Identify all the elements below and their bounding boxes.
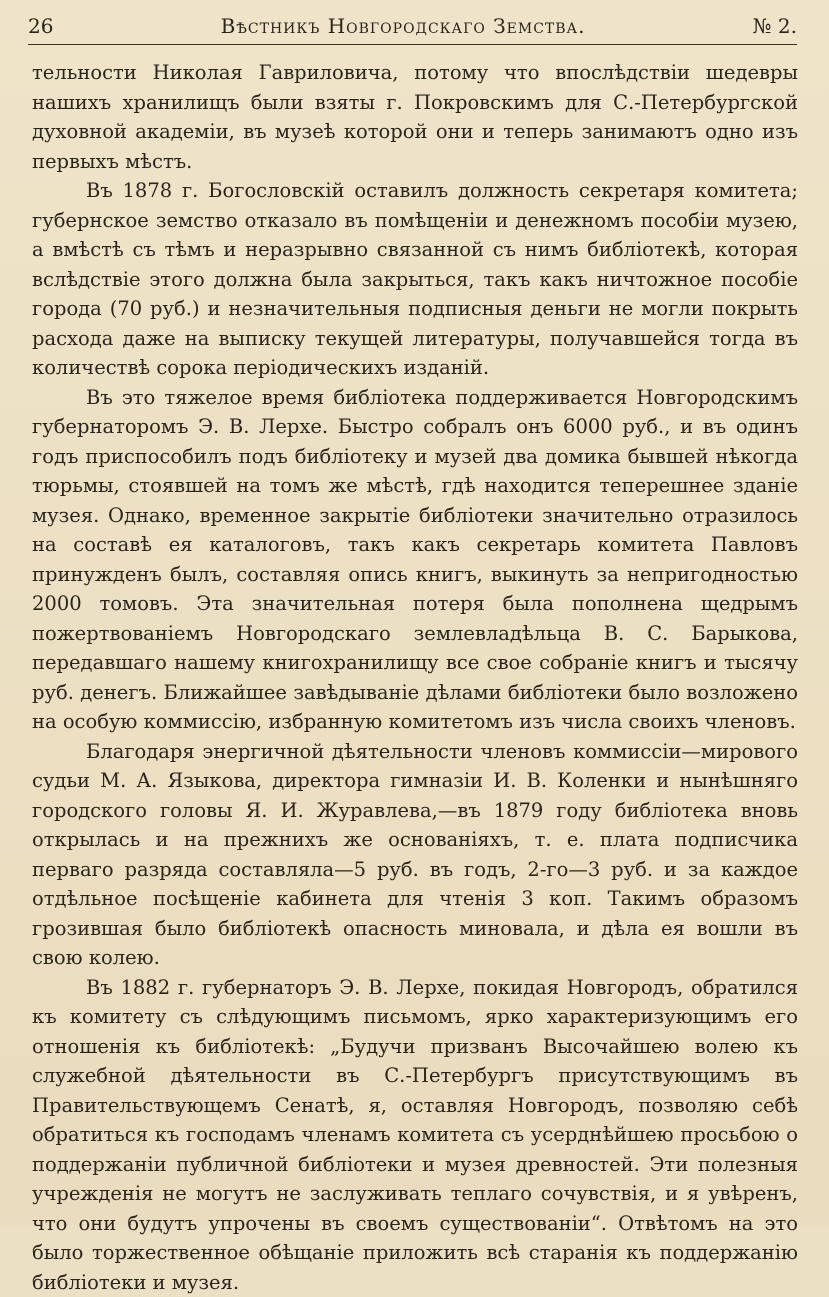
- paragraph-continuation: тельности Николая Гавриловича, потому что впослѣдствіи шедевры нашихъ хранилищъ были взяты г. Покровскимъ для С.-Петербургской духовной академіи, въ музеѣ которой они и теперь занимаютъ одно изъ первыхъ мѣстъ.: [32, 58, 798, 176]
- paragraph: Благодаря энергичной дѣятельности членовъ коммиссіи—мирового судьи М. А. Языкова, директора гимназіи И. В. Коленки и нынѣшняго городского головы Я. И. Журавлева,—въ 1879 году библіотека вновь открылась и на прежнихъ же основаніяхъ, т. е. плата подписчика перваго разряда составляла—5 руб. въ годъ, 2-го—3 руб. и за каждое отдѣльное посѣщеніе кабинета для чтенія 3 коп. Такимъ образомъ грозившая было библіотекѣ опасность миновала, и дѣла ея вошли въ свою колею.: [32, 737, 798, 973]
- paragraph: Въ 1878 г. Богословскій оставилъ должность секретаря комитета; губернское земство отказало въ помѣщеніи и денежномъ пособіи музею, а вмѣстѣ съ тѣмъ и неразрывно связанной съ нимъ библіотекѣ, которая вслѣдствіе этого должна была закрыться, такъ какъ ничтожное пособіе города (70 руб.) и незначительныя подписныя деньги не могли покрыть расхода даже на выписку текущей литературы, получавшейся тогда въ количествѣ сорока періодическихъ изданій.: [32, 176, 798, 383]
- journal-title: Вѣстникъ Новгородскаго Земства.: [221, 14, 586, 38]
- issue-number: № 2.: [753, 14, 797, 38]
- running-header: [28, 14, 797, 45]
- paragraph: Въ это тяжелое время библіотека поддерживается Новгородскимъ губернаторомъ Э. В. Лерхе. Быстро собралъ онъ 6000 руб., и въ одинъ годъ приспособилъ подъ библіотеку и музей два домика бывшей нѣкогда тюрьмы, стоявшей на томъ же мѣстѣ, гдѣ находится теперешнее зданіе музея. Однако, временное закрытіе библіотеки значительно отразилось на составѣ ея каталоговъ, такъ какъ секретарь комитета Павловъ принужденъ былъ, составляя опись книгъ, выкинуть за непригодностью 2000 томовъ. Эта значительная потеря была пополнена щедрымъ пожертвованіемъ Новгородскаго землевладѣльца В. С. Барыкова, передавшаго нашему книгохранилищу все свое собраніе книгъ и тысячу руб. денегъ. Ближайшее завѣдываніе дѣлами библіотеки было возложено на особую коммиссію, избранную комитетомъ изъ числа своихъ членовъ.: [32, 383, 798, 737]
- body-text: [32, 58, 798, 1297]
- page-number: 26: [28, 14, 53, 38]
- paragraph: Въ 1882 г. губернаторъ Э. В. Лерхе, покидая Новгородъ, обратился къ комитету съ слѣдующимъ письмомъ, ярко характеризующимъ его отношенія къ библіотекѣ: „Будучи призванъ Высочайшею волею къ служебной дѣятельности въ С.-Петербургъ присутствующимъ въ Правительствующемъ Сенатѣ, я, оставляя Новгородъ, позволяю себѣ обратиться къ господамъ членамъ комитета съ усерднѣйшею просьбою о поддержаніи публичной библіотеки и музея древностей. Эти полезныя учрежденія не могутъ не заслуживать теплаго сочувствія, и я увѣренъ, что они будутъ упрочены въ своемъ существованіи“. Отвѣтомъ на это было торжественное обѣщаніе приложить всѣ старанія къ поддержанію библіотеки и музея.: [32, 973, 798, 1297]
